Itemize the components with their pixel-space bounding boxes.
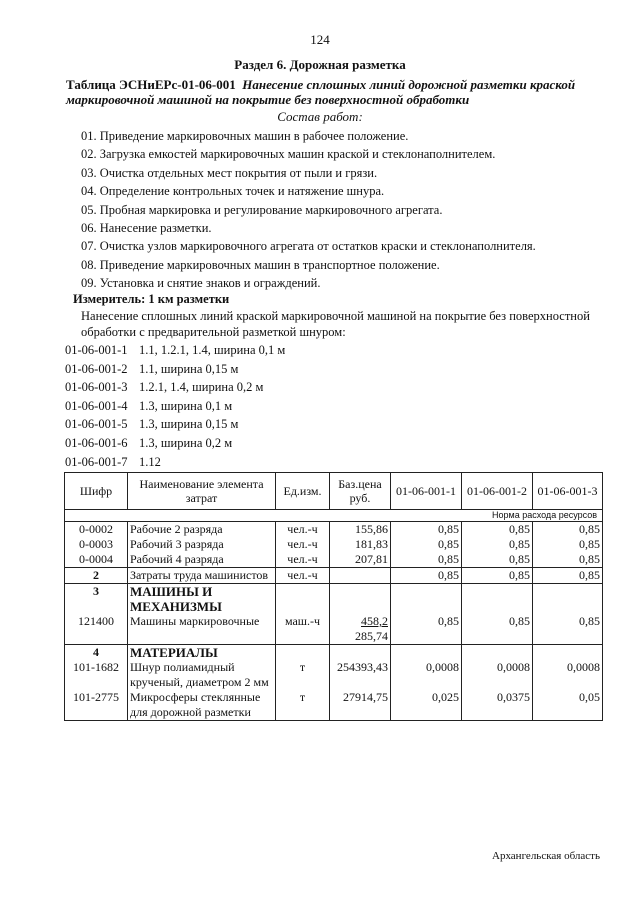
variant-code: 01-06-001-5: [65, 417, 128, 432]
table-header-row: [65, 473, 603, 510]
variant-item: [65, 415, 285, 434]
cell-name: Микросферы стеклянные для дорожной разметки: [128, 690, 276, 721]
work-heading: Состав работ:: [277, 109, 363, 124]
variant-code: 01-06-001-6: [65, 435, 128, 450]
variant-item: [65, 397, 285, 416]
cell-empty: [533, 645, 603, 661]
norm-row: [65, 510, 603, 522]
cell-value: 0,025: [391, 690, 462, 721]
variant-text: 1.12: [139, 454, 161, 469]
cell-name: Рабочие 2 разряда: [128, 522, 276, 538]
variant-text: 1.3, ширина 0,15 м: [139, 417, 239, 432]
table-code: Таблица ЭСНиЕРс-01-06-001: [66, 77, 236, 92]
cell-unit: чел.-ч: [276, 537, 330, 552]
meter: Измеритель: 1 км разметки: [73, 292, 230, 306]
page-number: 124: [310, 32, 330, 47]
cell-code: 4: [65, 645, 128, 661]
cell-value: 0,85: [462, 614, 533, 645]
cell-price: 27914,75: [330, 690, 391, 721]
cell-empty: [330, 645, 391, 661]
cell-code: 0-0002: [65, 522, 128, 538]
variant-item: [65, 453, 285, 472]
cell-price: 254393,43: [330, 660, 391, 690]
table-row: [65, 568, 603, 584]
header-price: Баз.цена руб.: [330, 473, 391, 510]
cell-empty: [276, 584, 330, 615]
cell-empty: [533, 584, 603, 615]
cell-group-name: МАТЕРИАЛЫ: [128, 645, 276, 661]
variant-item: [65, 341, 285, 360]
work-item: 03. Очистка отдельных мест покрытия от пыли и грязи.: [81, 165, 378, 180]
cell-unit: чел.-ч: [276, 568, 330, 584]
work-item: 09. Установка и снятие знаков и ограждений.: [81, 276, 321, 291]
cell-code: 0-0003: [65, 537, 128, 552]
cell-value: 0,85: [533, 537, 603, 552]
variant-text: 1.3, ширина 0,2 м: [139, 435, 233, 450]
table-description: Нанесение сплошных линий дорожной разметки краской маркировочной машиной на покрытие без поверхностной обработки: [66, 77, 576, 107]
cell-price: 155,86: [330, 522, 391, 538]
cell-value: 0,85: [462, 568, 533, 584]
group-row: [65, 645, 603, 661]
cell-value: 0,85: [462, 537, 533, 552]
cell-code: 101-2775: [65, 690, 128, 721]
cell-empty: [391, 584, 462, 615]
work-item: 04. Определение контрольных точек и натяжение шнура.: [81, 184, 385, 199]
work-item: 01. Приведение маркировочных машин в рабочее положение.: [81, 129, 409, 143]
variant-item: [65, 360, 285, 379]
cell-empty: [330, 584, 391, 615]
cell-value: 0,85: [391, 522, 462, 538]
cell-value: 0,85: [462, 522, 533, 538]
group-row: [65, 584, 603, 615]
cell-unit: чел.-ч: [276, 552, 330, 568]
table-row: [65, 537, 603, 552]
work-item: 07. Очистка узлов маркировочного агрегата от остатков краски и стеклонаполнителя.: [81, 239, 536, 254]
cell-name: Затраты труда машинистов: [128, 568, 276, 584]
work-item: 05. Пробная маркировка и регулирование маркировочного агрегата.: [81, 202, 443, 217]
header-code: Шифр: [65, 473, 128, 510]
cell-value: 0,85: [391, 614, 462, 645]
variant-text: 1.1, 1.2.1, 1.4, ширина 0,1 м: [139, 343, 286, 357]
header-name: Наименование элемента затрат: [128, 473, 276, 510]
work-item: 06. Нанесение разметки.: [81, 220, 212, 235]
variant-text: 1.3, ширина 0,1 м: [139, 398, 233, 413]
variant-text: 1.2.1, 1.4, ширина 0,2 м: [139, 380, 264, 395]
table-row: [65, 522, 603, 538]
cell-value: 0,85: [533, 568, 603, 584]
table-row: [65, 690, 603, 721]
cell-price: [330, 614, 391, 645]
cell-name: Рабочий 3 разряда: [128, 537, 276, 552]
cell-value: 0,85: [533, 552, 603, 568]
section-title: Раздел 6. Дорожная разметка: [234, 57, 406, 72]
table-row: [65, 552, 603, 568]
cell-value: 0,0008: [533, 660, 603, 690]
intro-text: Нанесение сплошных линий краской маркировочной машиной на покрытие без поверхностной обработки с предварительной разметкой шнуром:: [81, 309, 590, 339]
cell-price: 181,83: [330, 537, 391, 552]
cell-value: 0,85: [462, 552, 533, 568]
work-item: 08. Приведение маркировочных машин в транспортное положение.: [81, 257, 440, 272]
header-variant-3: 01-06-001-3: [533, 473, 603, 510]
work-item: 02. Загрузка емкостей маркировочных машин краской и стеклонаполнителем.: [81, 147, 496, 162]
table-row: [65, 660, 603, 690]
region-footer: Архангельская область: [492, 850, 600, 862]
cell-empty: [276, 645, 330, 661]
cell-value: 0,0375: [462, 690, 533, 721]
cell-price: [330, 568, 391, 584]
cell-empty: [391, 645, 462, 661]
cell-value: 0,85: [391, 552, 462, 568]
variant-text: 1.1, ширина 0,15 м: [139, 361, 239, 376]
table-title: [66, 77, 581, 107]
cell-value: 0,0008: [391, 660, 462, 690]
cell-code: 2: [65, 568, 128, 584]
cell-name: Машины маркировочные: [128, 614, 276, 645]
cell-empty: [462, 645, 533, 661]
cell-code: 3: [65, 584, 128, 615]
cell-value: 0,0008: [462, 660, 533, 690]
cell-code: 0-0004: [65, 552, 128, 568]
variant-item: [65, 378, 285, 397]
header-variant-2: 01-06-001-2: [462, 473, 533, 510]
cell-group-name: МАШИНЫ И МЕХАНИЗМЫ: [128, 584, 276, 615]
cell-value: 0,85: [533, 614, 603, 645]
cell-name: Рабочий 4 разряда: [128, 552, 276, 568]
resource-table: [64, 472, 603, 721]
table-row: [65, 614, 603, 645]
norm-label: Норма расхода ресурсов: [65, 510, 603, 522]
cell-code: 101-1682: [65, 660, 128, 690]
variant-code: 01-06-001-1: [65, 343, 128, 357]
cell-price: 207,81: [330, 552, 391, 568]
cell-name: Шнур полиамидный крученый, диаметром 2 мм: [128, 660, 276, 690]
price-bottom: 285,74: [355, 629, 388, 643]
cell-code: 121400: [65, 614, 128, 645]
cell-value: 0,05: [533, 690, 603, 721]
cell-empty: [462, 584, 533, 615]
cell-value: 0,85: [391, 568, 462, 584]
variant-item: [65, 434, 285, 453]
cell-unit: т: [276, 690, 330, 721]
work-list: [81, 127, 536, 293]
cell-unit: маш.-ч: [276, 614, 330, 645]
variant-code: 01-06-001-3: [65, 380, 128, 395]
variant-code: 01-06-001-2: [65, 361, 128, 376]
cell-unit: т: [276, 660, 330, 690]
header-unit: Ед.изм.: [276, 473, 330, 510]
header-variant-1: 01-06-001-1: [391, 473, 462, 510]
cell-value: 0,85: [533, 522, 603, 538]
variant-list: [65, 341, 285, 471]
cell-unit: чел.-ч: [276, 522, 330, 538]
price-top: 458,2: [361, 614, 388, 628]
variant-code: 01-06-001-4: [65, 398, 128, 413]
cell-value: 0,85: [391, 537, 462, 552]
variant-code: 01-06-001-7: [65, 454, 128, 469]
